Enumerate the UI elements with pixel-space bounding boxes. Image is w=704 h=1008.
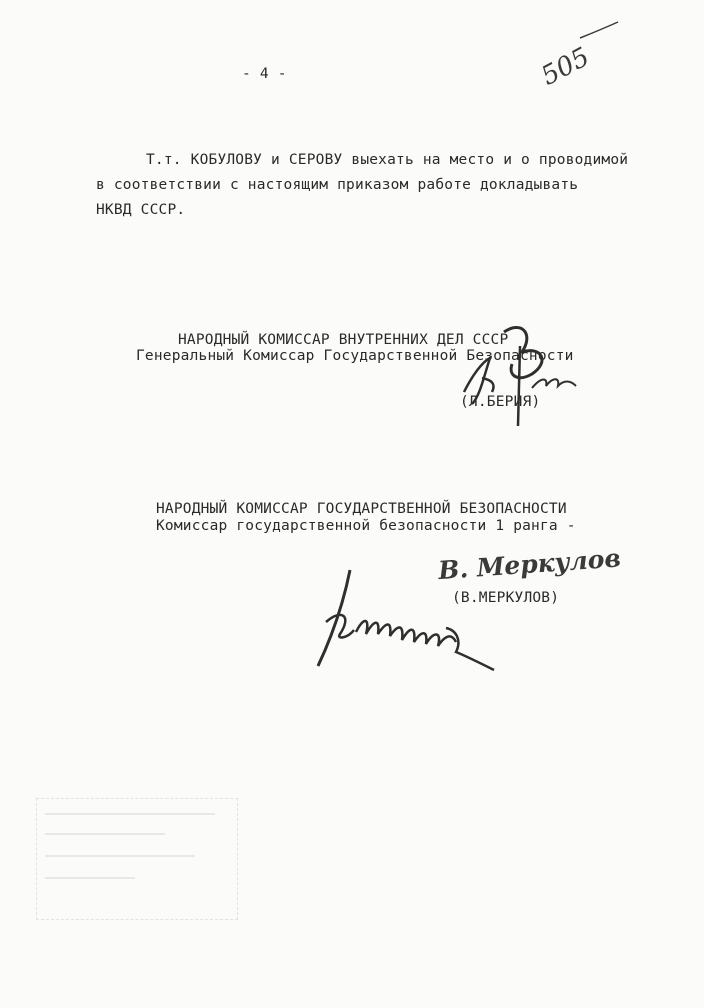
beria-name: (Л.БЕРИЯ) [460,394,541,410]
merkulov-title: НАРОДНЫЙ КОМИССАР ГОСУДАРСТВЕННОЙ БЕЗОПАСНОСТИ [156,501,567,517]
page-number: - 4 - [242,66,287,82]
order-paragraph [96,148,656,223]
paragraph-line-1: Т.т. КОБУЛОВУ и СЕРОВУ выехать на место и о проводимой [146,152,629,168]
archive-mark-text: 505 [536,42,595,92]
beria-signature [452,316,582,431]
archive-mark [530,20,630,90]
paragraph-line-3: НКВД СССР. [96,202,186,218]
merkulov-signature [306,560,506,680]
beria-rank: Генеральный Комиссар Государственной Безопасности [136,348,574,364]
beria-title: НАРОДНЫЙ КОМИССАР ВНУТРЕННИХ ДЕЛ СССР [178,332,509,348]
paragraph-line-2: в соответствии с настоящим приказом работе докладывать [96,177,579,193]
merkulov-handwritten-text: В. Меркулов [437,543,622,586]
merkulov-name: (В.МЕРКУЛОВ) [452,590,560,606]
merkulov-rank: Комиссар государственной безопасности 1 ранга - [156,518,576,534]
archive-stamp [36,798,238,920]
